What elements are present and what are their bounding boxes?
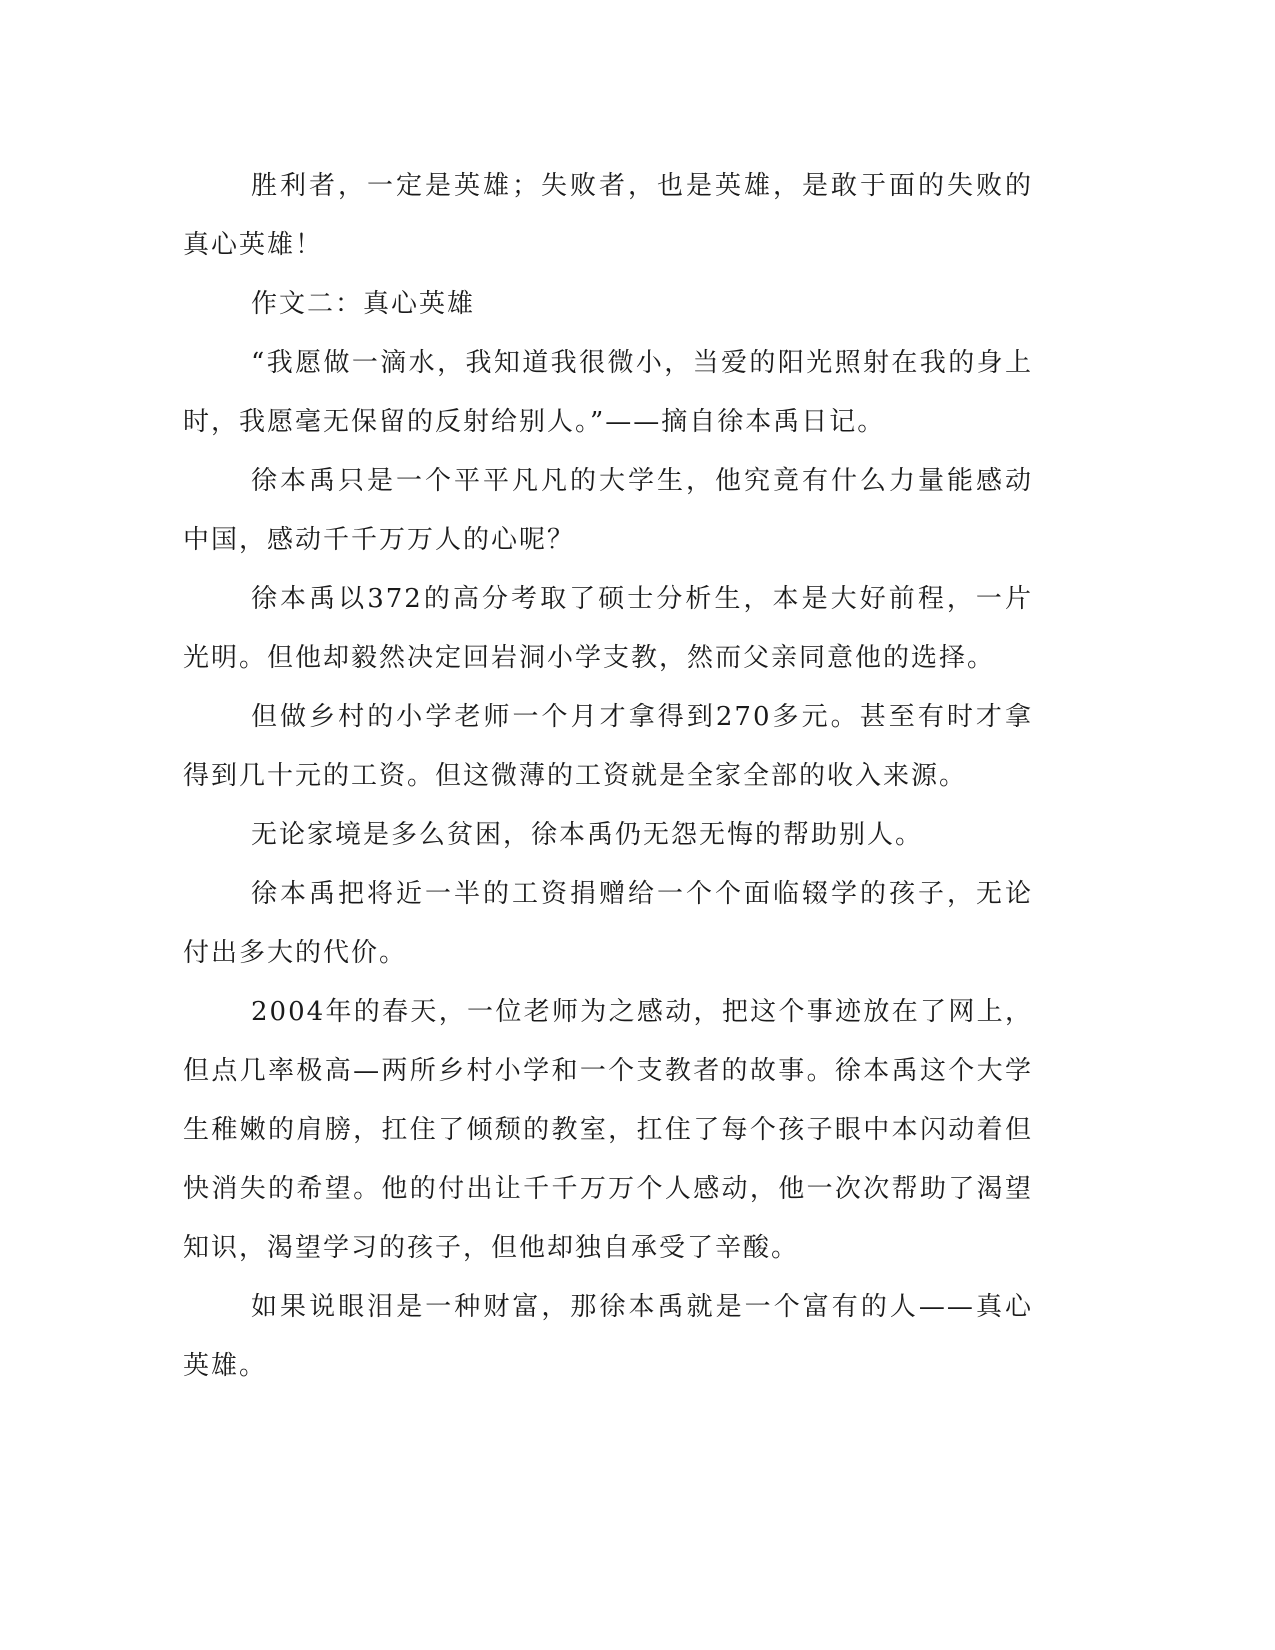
- essay-title: 作文二：真心英雄: [251, 289, 476, 319]
- paragraph-closing: 如果说眼泪是一种财富，那徐本禹就是一个富有的人——真心英雄。: [183, 1292, 1033, 1381]
- paragraph: 徐本禹把将近一半的工资捐赠给一个个面临辍学的孩子，无论付出多大的代价。: [183, 879, 1033, 968]
- paragraph: 2004年的春天，一位老师为之感动，把这个事迹放在了网上，但点几率极高—两所乡村小学和一个支教者的故事。徐本禹这个大学生稚嫩的肩膀，扛住了倾颓的教室，扛住了每个孩子眼中本闪动着但快消失的希望。他的付出让千千万万个人感动，他一次次帮助了渴望知识，渴望学习的孩子，但他却独自承受了辛酸。: [183, 997, 1033, 1263]
- paragraph-quote: “我愿做一滴水，我知道我很微小，当爱的阳光照射在我的身上时，我愿毫无保留的反射给别人。”——摘自徐本禹日记。: [183, 348, 1033, 437]
- essay-body: [183, 157, 1033, 1396]
- paragraph: 无论家境是多么贫困，徐本禹仍无怨无悔的帮助别人。: [251, 820, 924, 850]
- paragraph: 徐本禹以372的高分考取了硕士分析生，本是大好前程，一片光明。但他却毅然决定回岩洞小学支教，然而父亲同意他的选择。: [183, 584, 1033, 673]
- paragraph-conclusion: 胜利者，一定是英雄；失败者，也是英雄，是敢于面的失败的真心英雄！: [183, 171, 1033, 260]
- paragraph: 但做乡村的小学老师一个月才拿得到270多元。甚至有时才拿得到几十元的工资。但这微薄的工资就是全家全部的收入来源。: [183, 702, 1033, 791]
- paragraph: 徐本禹只是一个平平凡凡的大学生，他究竟有什么力量能感动中国，感动千千万万人的心呢？: [183, 466, 1033, 555]
